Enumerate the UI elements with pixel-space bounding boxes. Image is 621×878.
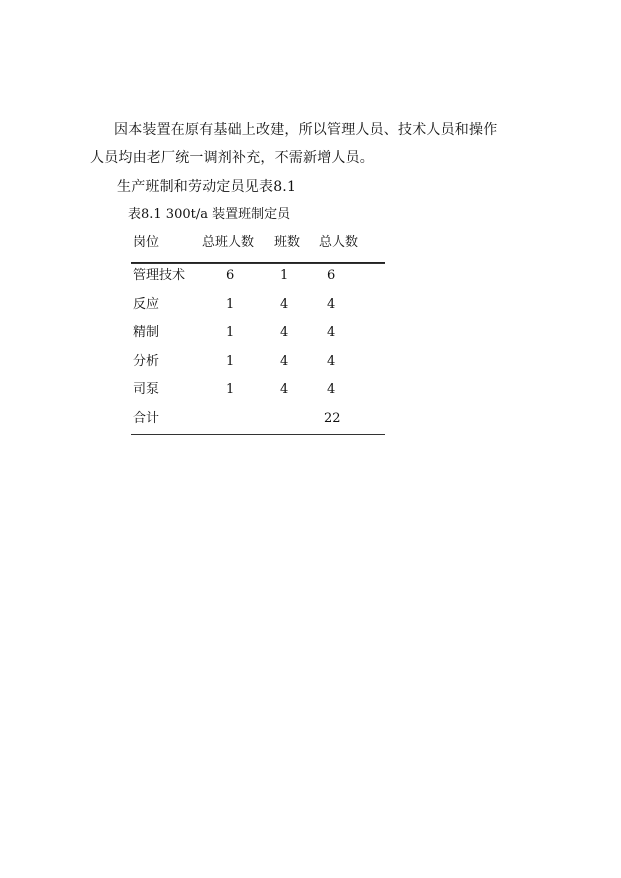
row-cell-shifts: 1 <box>280 268 289 283</box>
row-cell-position: 管理技术 <box>133 268 186 283</box>
table-row <box>131 349 385 378</box>
table-row <box>131 263 385 292</box>
row-cell-total: 4 <box>327 353 336 369</box>
staffing-table <box>131 232 385 434</box>
row-cell-position: 司泵 <box>133 382 160 397</box>
row-cell-shifts: 4 <box>280 353 289 369</box>
paragraph-line-1: 因本装置在原有基础上改建，所以管理人员、技术人员和操作 <box>114 122 498 138</box>
table-row <box>131 377 385 406</box>
paragraph-line-3: 生产班制和劳动定员见表8.1 <box>117 179 297 195</box>
header-cell-shift-staff: 总班人数 <box>202 235 255 250</box>
row-cell-position: 分析 <box>133 353 160 369</box>
row-cell-position: 精制 <box>133 325 160 340</box>
row-cell-shift-staff: 1 <box>226 325 235 340</box>
header-cell-total: 总人数 <box>319 235 359 250</box>
row-cell-shift-staff: 1 <box>226 382 235 397</box>
row-cell-shift-staff: 6 <box>226 268 235 283</box>
row-cell-total: 4 <box>327 382 336 397</box>
row-cell-total: 4 <box>327 325 336 340</box>
row-cell-shift-staff: 1 <box>226 296 235 312</box>
table-caption: 表8.1 300t/a 装置班制定员 <box>128 207 291 222</box>
row-cell-shifts: 4 <box>280 296 289 312</box>
table-row <box>131 292 385 321</box>
row-cell-total: 6 <box>327 268 336 283</box>
table-row-total <box>131 406 385 435</box>
row-cell-position: 反应 <box>133 296 160 312</box>
row-cell-shifts: 4 <box>280 382 289 397</box>
table-row <box>131 320 385 349</box>
header-cell-shifts: 班数 <box>274 235 301 250</box>
row-cell-shifts: 4 <box>280 325 289 340</box>
paragraph-line-2: 人员均由老厂统一调剂补充，不需新增人员。 <box>90 150 374 166</box>
row-cell-shift-staff: 1 <box>226 353 235 369</box>
row-cell-total: 4 <box>327 296 336 312</box>
row-cell-total: 22 <box>324 410 341 426</box>
bottom-rule <box>131 434 385 435</box>
header-cell-position: 岗位 <box>133 235 160 250</box>
row-cell-position: 合计 <box>133 410 160 426</box>
table-header-row <box>131 232 385 263</box>
